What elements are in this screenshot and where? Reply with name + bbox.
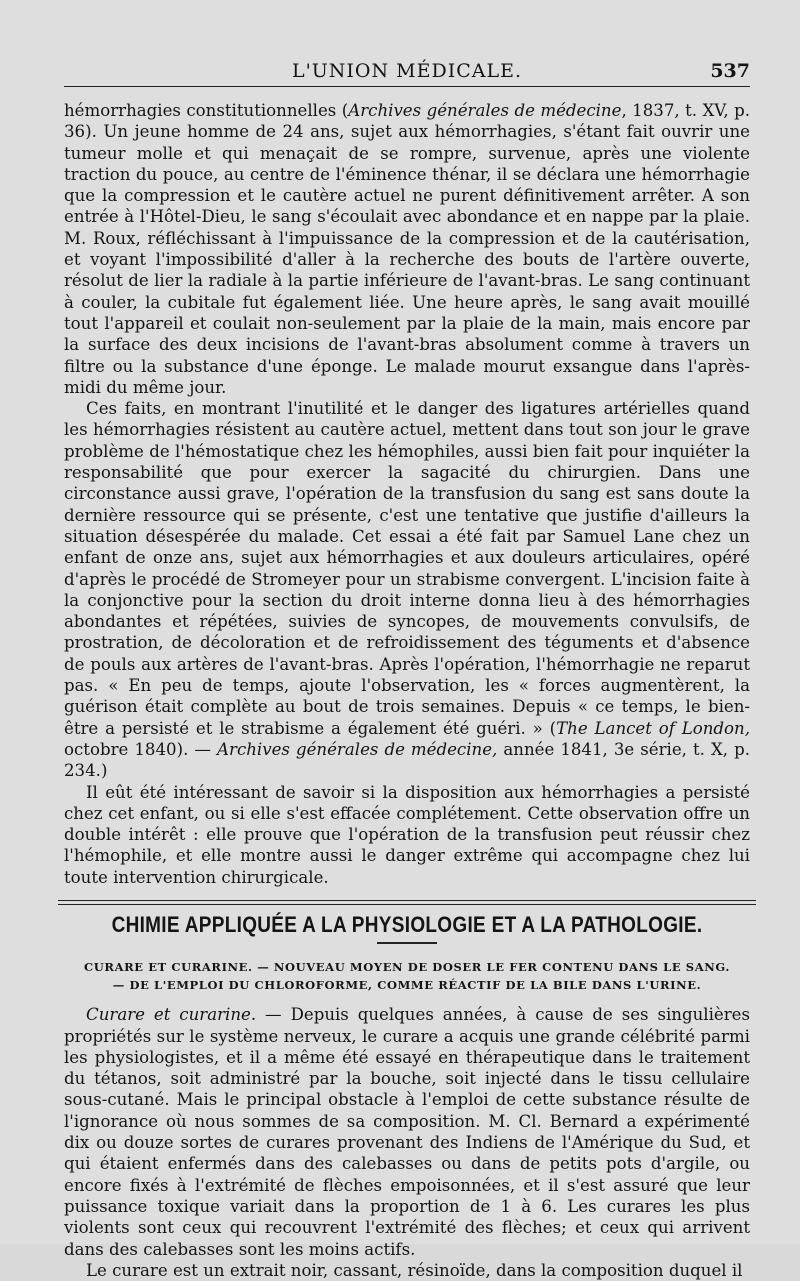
running-header [64, 58, 750, 87]
section-subheading [64, 958, 750, 994]
page-number: 537 [710, 60, 750, 82]
section-heading: CHIMIE APPLIQUÉE A LA PHYSIOLOGIE ET A LA PATHOLOGIE. [111, 913, 703, 938]
paragraph-3: Il eût été intéressant de savoir si la disposition aux hémorrhagies a persisté chez cet enfant, ou si elle s'est effacée complétement. Cette observation offre un double intérêt : elle prouve que l'opération de la transfusion peut réussir chez l'hémophile, et elle montre aussi le danger extrême qui accompagne chez lui toute intervention chirurgicale. [64, 782, 750, 887]
running-title: L'UNION MÉDICALE. [291, 60, 523, 82]
article-body [64, 100, 750, 1281]
subheading-line-2: — DE L'EMPLOI DU CHLOROFORME, COMME RÉACTIF DE LA BILE DANS L'URINE. [112, 978, 702, 993]
paragraph-1: hémorrhagies constitutionnelles (Archives générales de médecine, 1837, t. XV, p. 36). Un jeune homme de 24 ans, sujet aux hémorrhagies, s'étant fait ouvrir une tumeur molle et qui menaçait de se rompre, survenue, après une violente traction du pouce, au centre de l'éminence thénar, il se déclara une hémorrhagie que la compression et le cautère actuel ne purent définitivement arrêter. A son entrée à l'Hôtel-Dieu, le sang s'écoulait avec abondance et en nappe par la plaie. M. Roux, réfléchissant à l'impuissance de la compression et de la cautérisation, et voyant l'impossibilité d'aller à la recherche des bouts de l'artère ouverte, résolut de lier la radiale à la partie inférieure de l'avant-bras. Le sang continuant à couler, la cubitale fut également liée. Une heure après, le sang avait mouillé tout l'appareil et coulait non-seulement par la plaie de la main, mais encore par la surface des deux incisions de l'avant-bras absolument comme à travers un filtre ou la substance d'une éponge. Le malade mourut exsangue dans l'après-midi du même jour. [64, 101, 750, 397]
subheading-line-1: CURARE ET CURARINE. — NOUVEAU MOYEN DE DOSER LE FER CONTENU DANS LE SANG. [84, 960, 730, 975]
section-paragraph-2: Le curare est un extrait noir, cassant, résinoïde, dans la composition duquel il [86, 1260, 743, 1280]
paragraph-2: Ces faits, en montrant l'inutilité et le danger des ligatures artérielles quand les hémorrhagies résistent au cautère actuel, mettent dans tout son jour le grave problème de l'hémostatique chez les hémophiles, aussi bien fait pour inquiéter la responsabilité que pour exercer la sagacité du chirurgien. Dans une circonstance aussi grave, l'opération de la transfusion du sang est sans doute la dernière ressource qui se présente, c'est une tentative que justifie d'ailleurs la situation désespérée du malade. Cet essai a été fait par Samuel Lane chez un enfant de onze ans, sujet aux hémorrhagies et aux douleurs articulaires, opéré d'après le procédé de Stromeyer pour un strabisme convergent. L'incision faite à la conjonctive pour la section du droit interne donna lieu à des hémorrhagies abondantes et répétées, suivies de syncopes, de mouvements convulsifs, de prostration, de décoloration et de refroidissement des téguments et d'absence de pouls aux artères de l'avant-bras. Après l'opération, l'hémorrhagie ne reparut pas. « En peu de temps, ajoute l'observation, les « forces augmentèrent, la guérison était complète au bout de trois semaines. Depuis « ce temps, le bien-être a persisté et le strabisme a également été guéri. » (The Lancet of London, octobre 1840). — Archives générales de médecine, année 1841, 3e série, t. X, p. 234.) [64, 399, 751, 781]
section-divider [58, 900, 756, 905]
section-paragraph-1: Curare et curarine. — Depuis quelques années, à cause de ses singulières propriétés sur le système nerveux, le curare a acquis une grande célébrité parmi les physiologistes, et il a même été essayé en thérapeutique dans le traitement du tétanos, soit administré par la bouche, soit injecté dans le tissu cellulaire sous-cutané. Mais le principal obstacle à l'emploi de cette substance résulte de l'ignorance où nous sommes de sa composition. M. Cl. Bernard a expérimenté dix ou douze sortes de curares provenant des Indiens de l'Amérique du Sud, et qui étaient enfermés dans des calebasses ou dans de petits pots d'argile, ou encore fixés à l'extrémité de flèches empoisonnées, et il s'est assuré que leur puissance toxique variait dans la proportion de 1 à 6. Les curares les plus violents sont ceux qui recouvrent l'extrémité des flèches; et ceux qui arrivent dans des calebasses sont les moins actifs. [64, 1005, 750, 1259]
heading-rule [377, 942, 437, 944]
